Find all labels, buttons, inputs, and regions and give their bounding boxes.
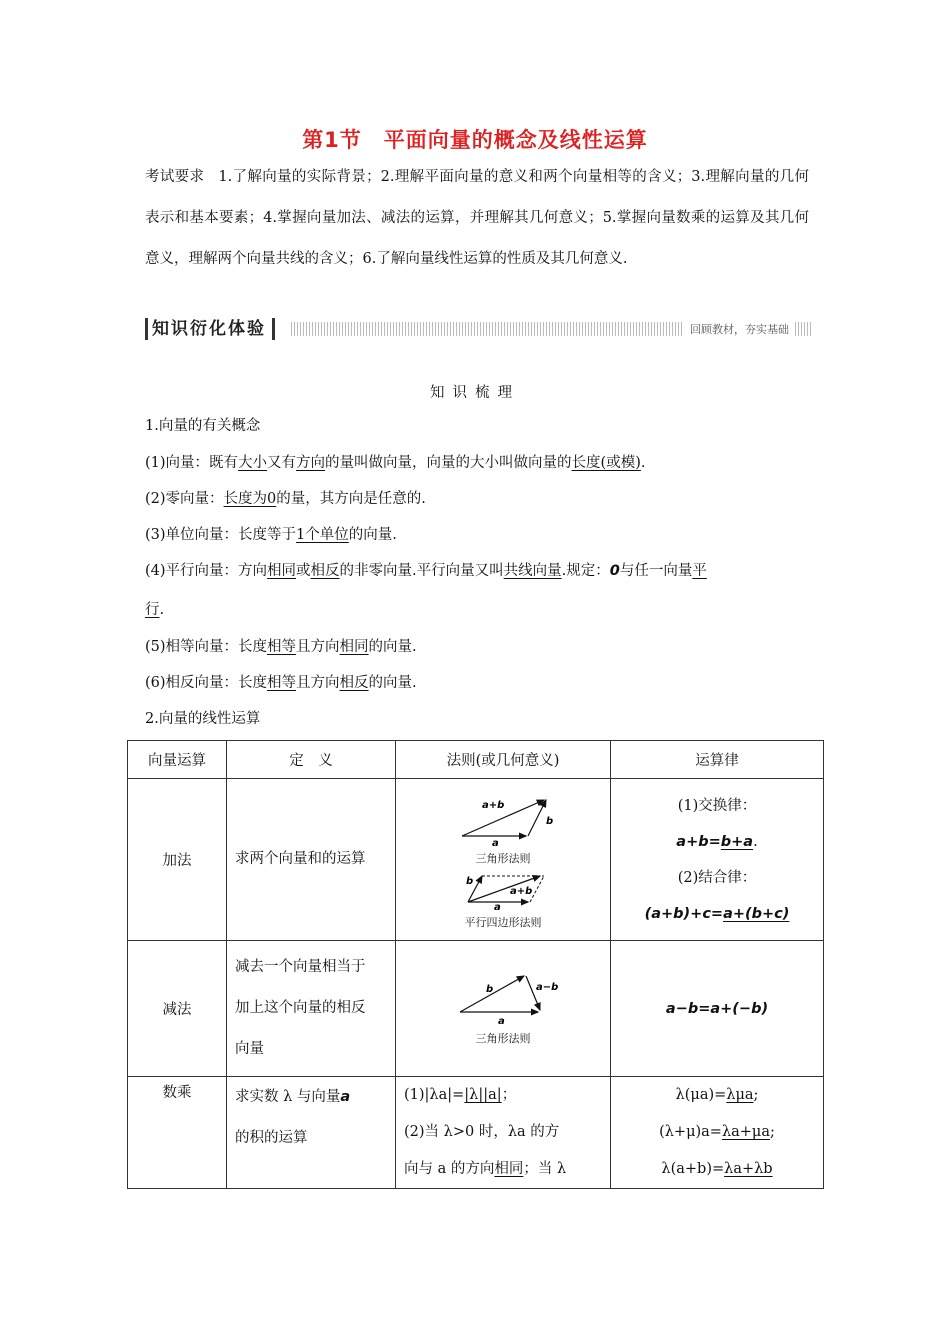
def-addition: 求两个向量和的运算 (235, 851, 366, 867)
operations-table (127, 740, 824, 1189)
requirements-text: 1.了解向量的实际背景；2.理解平面向量的意义和两个向量相等的含义；3.理解向量的几何表示和基本要素；4.掌握向量加法、减法的运算，并理解其几何意义；5.掌握向量数乘的运算及其几何意义，理解两个向量共线的含义；6.了解向量线性运算的性质及其几何意义. (145, 169, 810, 267)
exam-requirements (145, 157, 809, 280)
table-row-subtraction (128, 941, 824, 1077)
answer-blank: λμa (726, 1087, 754, 1103)
concept-opposite-vector: (6)相反向量：长度相等且方向相反的向量. (145, 675, 417, 691)
concept-unit-vector: (3)单位向量：长度等于1个单位的向量. (145, 527, 397, 543)
answer-blank: 1个单位 (296, 527, 349, 543)
answer-blank: 大小 (238, 455, 268, 471)
label-a: a (494, 901, 501, 910)
op-name-addition: 加法 (128, 779, 227, 941)
concept-vector: (1)向量：既有大小又有方向的量叫做向量，向量的大小叫做向量的长度(或模). (145, 455, 646, 471)
caption-parallelogram-rule: 平行四边形法则 (464, 915, 542, 929)
section-banner (145, 318, 813, 342)
linear-heading: 2.向量的线性运算 (145, 711, 261, 727)
op-name-scalar: 数乘 (128, 1077, 227, 1189)
table-row-addition (128, 779, 824, 941)
laws-addition: (1)交换律： a+b=b+a. (2)结合律： (a+b)+c=a+(b+c) (611, 779, 824, 941)
requirements-label: 考试要求 (145, 169, 205, 185)
header-laws: 运算律 (611, 741, 824, 779)
rule-scalar: (1)|λa|=|λ||a|； (2)当 λ>0 时，λa 的方 向与 a 的方向相同；当 λ (396, 1077, 611, 1189)
label-b: b (466, 875, 474, 887)
answer-blank: 相等 (267, 639, 297, 655)
concept-zero-vector: (2)零向量：长度为0的量，其方向是任意的. (145, 491, 426, 507)
parallelogram-rule-figure (448, 868, 558, 910)
answer-blank: 相反 (339, 675, 369, 691)
header-operation: 向量运算 (128, 741, 227, 779)
header-definition: 定 义 (227, 741, 396, 779)
answer-blank: 行 (145, 602, 160, 618)
banner-label: 知识衍化体验 (145, 318, 275, 340)
answer-blank: λa+λb (724, 1161, 773, 1177)
table-header-row (128, 741, 824, 779)
label-a: a (498, 1015, 505, 1026)
answer-blank: 相反 (310, 563, 340, 579)
def-subtraction: 减去一个向量相当于 加上这个向量的相反 向量 (227, 941, 396, 1077)
answer-blank: 相同 (339, 639, 369, 655)
answer-blank: b+a (720, 833, 754, 850)
answer-blank: 长度(或模) (571, 455, 641, 471)
answer-blank: 相同 (494, 1161, 524, 1177)
answer-blank: |λ||a| (464, 1087, 502, 1103)
laws-scalar: λ(μa)=λμa; (λ+μ)a=λa+μa; λ(a+b)=λa+λb (611, 1077, 824, 1189)
law-subtraction: a−b=a+(−b) (665, 1000, 769, 1017)
subtraction-triangle-figure (448, 972, 558, 1026)
banner-note: 回顾教材，夯实基础 (684, 322, 795, 338)
caption-subtraction-rule: 三角形法则 (475, 1031, 531, 1045)
answer-blank: a+(b+c) (723, 905, 790, 922)
label-a: a (492, 837, 499, 846)
caption-triangle-rule: 三角形法则 (475, 851, 531, 865)
concept-parallel-vector-cont: 行. (145, 602, 165, 618)
table-row-scalar (128, 1077, 824, 1189)
label-diff: a−b (536, 981, 558, 993)
answer-blank: 长度为0 (223, 491, 277, 507)
label-sum: a+b (510, 885, 533, 897)
answer-blank: 方向 (296, 455, 326, 471)
concepts-heading: 1.向量的有关概念 (145, 418, 261, 434)
answer-blank: 平 (692, 563, 707, 579)
label-sum: a+b (482, 799, 505, 811)
answer-blank: 相同 (267, 563, 297, 579)
concept-parallel-vector: (4)平行向量：方向相同或相反的非零向量.平行向量又叫共线向量.规定：0与任一向量平 (145, 563, 707, 579)
header-rule: 法则(或几何意义) (396, 741, 611, 779)
answer-blank: λa+μa (721, 1124, 771, 1140)
concept-equal-vector: (5)相等向量：长度相等且方向相同的向量. (145, 639, 417, 655)
triangle-rule-figure (448, 790, 558, 846)
label-b: b (486, 983, 494, 995)
answer-blank: 相等 (267, 675, 297, 691)
answer-blank: 共线向量 (503, 563, 562, 579)
page-title: 第1节 平面向量的概念及线性运算 (302, 128, 648, 152)
label-b: b (546, 815, 554, 827)
def-scalar: 求实数 λ 与向量a 的积的运算 (227, 1077, 396, 1189)
section-title: 知识梳理 (430, 385, 520, 401)
op-name-subtraction: 减法 (128, 941, 227, 1077)
